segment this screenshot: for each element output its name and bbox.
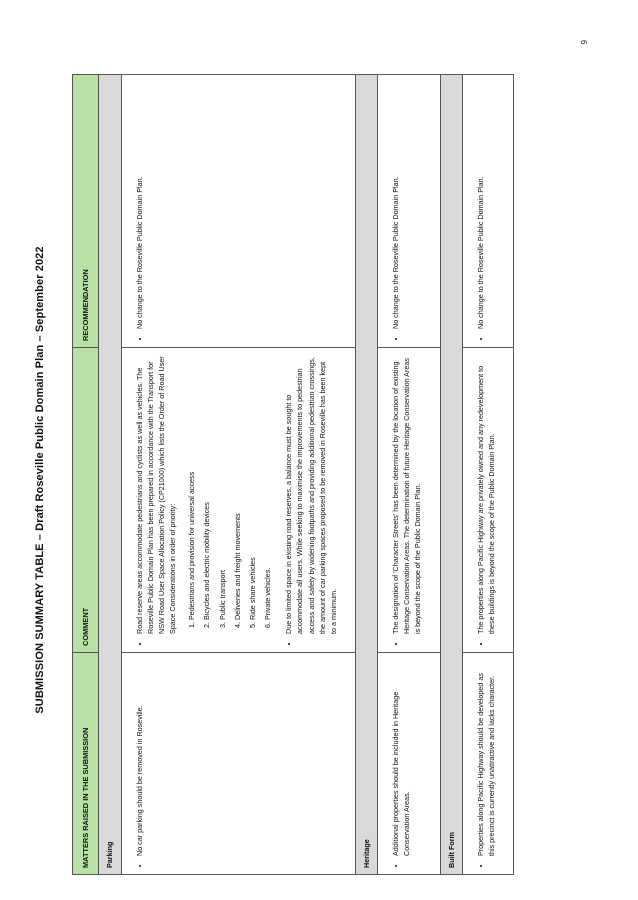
comment-cell [121, 348, 355, 653]
recommendation-text: • No change to the Roseville Public Domain Plan. [390, 83, 401, 329]
table-row [378, 75, 440, 875]
table-row [462, 75, 513, 875]
comment-text: • The designation of 'Character Streets' has been determined by the location of existing Heritage Conservation Areas. The determination of future Heritage Conservation Areas is beyond the scope of the Public Domain Plan. [390, 356, 423, 634]
matter-text: • Additional properties should be included in Heritage Conservation Areas. [390, 661, 412, 856]
recommendation-cell [378, 75, 440, 348]
section-row-heritage [355, 75, 377, 875]
section-title: Built Form [440, 75, 462, 875]
submission-summary-table [72, 74, 514, 875]
header-comment: COMMENT [73, 348, 99, 653]
matter-cell [462, 653, 513, 875]
table-header-row [73, 75, 99, 875]
header-matters: MATTERS RAISED IN THE SUBMISSION [73, 653, 99, 875]
priority-item: 6. Private vehicles. [262, 356, 273, 620]
header-recommendation: RECOMMENDATION [73, 75, 99, 348]
matter-text: • No car parking should be removed in Roseville. [134, 661, 145, 856]
comment-text: • The properties along Pacific Highway are privately owned and any redevelopment to these buildings is beyond the scope of the Public Domain Plan. [475, 356, 497, 634]
table-row [121, 75, 355, 875]
priority-item: 1. Pedestrians and provision for universal access [186, 356, 197, 620]
priority-item: 5. Ride share vehicles [247, 356, 258, 620]
document-title: SUBMISSION SUMMARY TABLE – Draft Roseville Public Domain Plan – September 2022 [34, 246, 46, 714]
comment-bullet [134, 356, 274, 634]
comment-cell [462, 348, 513, 653]
priority-item: 2. Bicycles and electric mobility devices [201, 356, 212, 620]
matter-text: • Properties along Pacific Highway should be developed as this precinct is currently unattractive and lacks character. [475, 661, 497, 856]
matter-cell [378, 653, 440, 875]
section-title: Parking [99, 75, 121, 875]
section-row-built-form [440, 75, 462, 875]
priority-item: 4. Deliveries and freight movements [232, 356, 243, 620]
recommendation-cell [121, 75, 355, 348]
page-number: 6 [579, 40, 588, 45]
comment-bullet: • Due to limited space in existing road reserves, a balance must be sought to accommodate all users. While seeking to maximise the improvements to pedestrian access and safety by widening footpaths and providing additional pedestrian crossings, the amount of car parking spaces proposed to be removed in Roseville has been kept to a minimum. [283, 356, 339, 634]
priority-item: 3. Public transport [217, 356, 228, 620]
recommendation-text: • No change to the Roseville Public Domain Plan. [134, 83, 145, 329]
recommendation-text: • No change to the Roseville Public Domain Plan. [475, 83, 486, 329]
matter-cell [121, 653, 355, 875]
priority-list [186, 356, 273, 634]
comment-cell [378, 348, 440, 653]
section-row-parking [99, 75, 121, 875]
rotated-page-content [30, 25, 590, 875]
recommendation-cell [462, 75, 513, 348]
comment-text: Road reserve areas accommodate pedestrians and cyclists as well as vehicles. The Roseville Public Domain Plan has been prepared in accordance with the Transport for NSW Road User Space Allocation Policy (CP21000) which lists the Order of Road User Space Considerations in order of priority: [134, 356, 178, 634]
section-title: Heritage [355, 75, 377, 875]
